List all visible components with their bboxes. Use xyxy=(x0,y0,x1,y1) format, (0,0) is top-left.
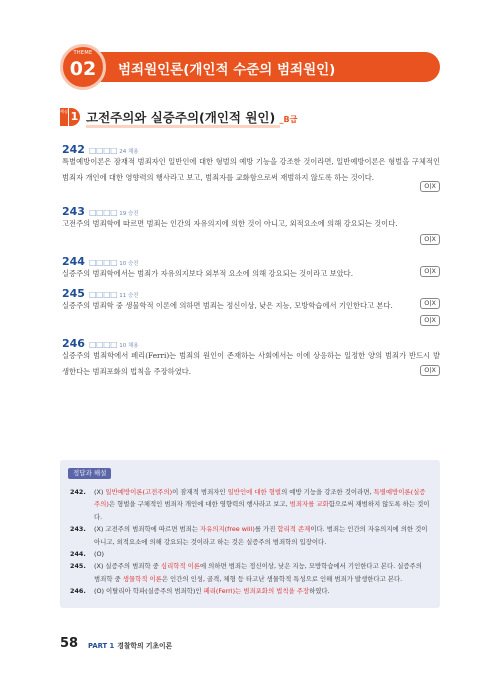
review-checkboxes[interactable]: □□□□ xyxy=(88,208,118,217)
footer-part xyxy=(88,640,172,650)
answer-number: 245. xyxy=(70,562,86,571)
ox-answer-box[interactable]: O|X xyxy=(420,365,440,376)
answer-242 xyxy=(70,486,430,523)
answer-243 xyxy=(70,523,430,548)
question-text: 고전주의 범죄학에 따르면 범죄는 인간의 자유의지에 의한 것이 아니고, 외적요소에 의해 강요되는 것이다. xyxy=(62,219,398,228)
theme-number: 02 xyxy=(69,58,97,80)
answer-text: 은 형벌을 구체적인 범죄자 개인에 대한 영향력의 행사라고 보고, xyxy=(108,500,290,509)
question-text: 실증주의 범죄학에서 페리(Ferri)는 범죄의 원인이 존재하는 사회에서는 이에 상응하는 일정한 양의 범죄가 반드시 발생한다는 범죄포화의 법칙을 주장하였다. xyxy=(62,351,440,376)
answer-244 xyxy=(70,548,430,560)
question-245 xyxy=(62,282,440,324)
answer-text: 이 잠재적 범죄자인 xyxy=(172,488,228,496)
section-tag-text: 핵심 xyxy=(60,109,68,114)
answer-highlight: 범죄자를 교화 xyxy=(289,500,329,509)
theme-title-bar xyxy=(96,52,440,82)
answer-text: (O) xyxy=(94,550,105,559)
review-checkboxes[interactable]: □□□□ xyxy=(88,290,118,299)
answer-highlight: 생물학적 이론 xyxy=(122,574,162,583)
question-number: 244 xyxy=(62,255,85,268)
answer-highlight: 페리(Ferri)는 범죄포화의 법칙을 주장 xyxy=(203,587,310,596)
question-246 xyxy=(62,332,440,379)
review-checkboxes[interactable]: □□□□ xyxy=(88,340,118,349)
question-text: 실증주의 범죄학 중 생물학적 이론에 의하면 범죄는 정신이상, 낮은 지능, 모방학습에서 기인한다고 본다. xyxy=(62,301,393,310)
question-source: 10 채용 xyxy=(119,343,139,349)
answer-highlight: 특별예방이론(실증주의) xyxy=(94,488,426,509)
answer-text: 은 인간의 인성, 골격, 체형 등 타고난 생물학적 특성으로 인해 범죄가 발생한다고 본다. xyxy=(161,574,403,583)
answer-list xyxy=(70,486,430,598)
question-244 xyxy=(62,250,440,282)
ox-answer-box[interactable]: O|X xyxy=(420,266,440,277)
question-text: 실증주의 범죄학에서는 범죄가 자유의지보다 외부적 요소에 의해 강요되는 것이라고 보았다. xyxy=(62,269,354,278)
answer-text: (X) 실증주의 범죄학 중 xyxy=(94,562,161,571)
theme-title: 범죄원인론(개인적 수준의 범죄원인) xyxy=(118,62,336,78)
question-source: 19 승진 xyxy=(119,211,139,217)
question-243 xyxy=(62,200,440,243)
theme-label: THEME xyxy=(73,50,93,56)
question-text: 특별예방이론은 잠재적 범죄자인 일반인에 대한 형벌의 예방 기능을 강조한 것이라면, 일반예방이론은 형벌을 구체적인 범죄자 개인에 대한 영향력의 행사라고 보고, 범죄자를 교화함으로써 재범하지 않도록 하는 것이다. xyxy=(62,157,440,182)
answer-text: 에 의하면 범죄는 정신이상, 낮은 지능, 모방학습에서 기인한다고 본다. 실증주의 범죄학 중 xyxy=(94,562,422,583)
question-number: 246 xyxy=(62,337,85,350)
answer-explanation-box xyxy=(60,460,440,608)
answer-text: 를 가진 xyxy=(254,525,278,534)
answer-246 xyxy=(70,585,430,597)
answer-highlight: 자유의지(free will) xyxy=(199,525,255,534)
question-number: 245 xyxy=(62,287,85,300)
question-source: 24 채용 xyxy=(119,149,139,155)
answer-text: 이다. 범죄는 인간의 자유의지에 의한 것이 아니고, 외적요소에 의해 강요되는 것이라고 하는 것은 실증주의 범죄학의 입장이다. xyxy=(94,525,428,546)
answer-text: 함으로써 재범하지 않도록 하는 것이다. xyxy=(94,500,430,521)
ox-answer-box[interactable]: O|X xyxy=(420,181,440,192)
answer-highlight: 심리학적 이론 xyxy=(160,562,200,571)
answer-number: 244. xyxy=(70,550,86,559)
question-source: 11 승진 xyxy=(119,293,139,299)
theme-badge xyxy=(60,44,106,90)
footer-part-title: 경찰학의 기초이론 xyxy=(117,642,173,650)
answer-245 xyxy=(70,560,430,585)
question-header xyxy=(62,200,440,218)
question-header xyxy=(62,282,440,300)
page-number: 58 xyxy=(60,636,79,651)
section-title xyxy=(86,108,297,126)
ox-answer-box[interactable]: O|X xyxy=(420,234,440,245)
footer-part-label: PART 1 xyxy=(88,642,115,650)
question-header xyxy=(62,250,440,268)
answer-text: (O) 이탈리아 학파(실증주의 범죄학)인 xyxy=(94,587,204,596)
ox-answer-box[interactable]: O|X xyxy=(420,298,440,309)
question-242 xyxy=(62,138,440,190)
answer-highlight: 일반예방이론(고전주의) xyxy=(105,488,173,496)
section-tag xyxy=(60,108,68,126)
ox-answer-box[interactable]: O|X xyxy=(420,315,440,326)
answer-number: 246. xyxy=(70,587,86,596)
answer-text: 하였다. xyxy=(309,587,330,596)
answer-highlight: 합리적 존재 xyxy=(277,525,311,534)
question-header xyxy=(62,332,440,350)
review-checkboxes[interactable]: □□□□ xyxy=(88,258,118,267)
answer-text: (X) xyxy=(94,488,106,496)
answer-number: 243. xyxy=(70,525,86,534)
answer-text: (X) 고전주의 범죄학에 따르면 범죄는 xyxy=(94,525,200,534)
answer-label: 정답과 해설 xyxy=(68,468,111,479)
question-header xyxy=(62,138,440,156)
section-number: 1 xyxy=(69,108,80,126)
question-number: 243 xyxy=(62,205,85,218)
question-source: 10 승진 xyxy=(119,261,139,267)
section-title-text: 고전주의와 실증주의(개인적 원인) xyxy=(86,110,276,125)
section-grade: _B급 xyxy=(279,115,298,124)
answer-number: 242. xyxy=(70,488,86,496)
question-number: 242 xyxy=(62,143,85,156)
answer-text: 의 예방 기능을 강조한 것이라면, xyxy=(281,488,374,496)
review-checkboxes[interactable]: □□□□ xyxy=(88,146,118,155)
answer-highlight: 일반인에 대한 형벌 xyxy=(227,488,282,496)
